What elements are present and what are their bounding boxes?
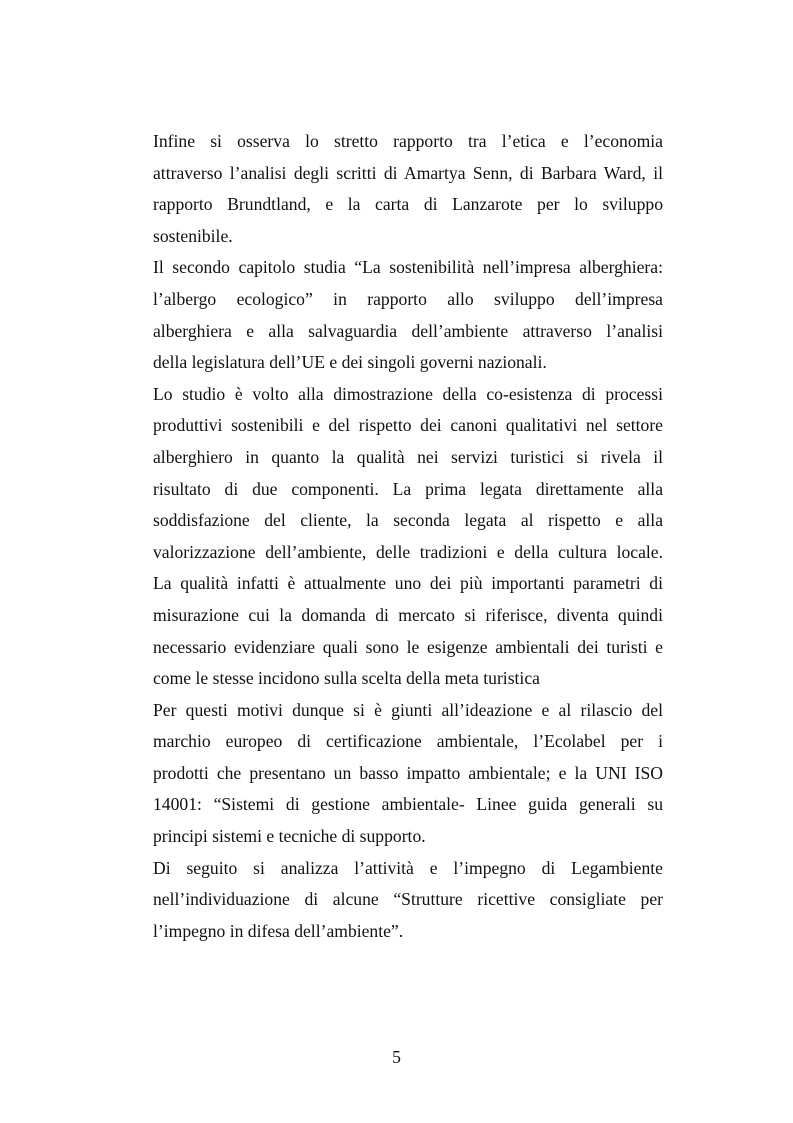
text-line: alberghiero in quanto la qualità nei servizi turistici si rivela il xyxy=(153,446,663,467)
text-line: principi sistemi e tecniche di supporto. xyxy=(153,826,426,847)
text-line: Di seguito si analizza l’attività e l’impegno di Legambiente xyxy=(153,857,663,878)
text-line: 14001: “Sistemi di gestione ambientale- Linee guida generali su xyxy=(153,794,663,815)
text-line: soddisfazione del cliente, la seconda legata al rispetto e alla xyxy=(153,510,663,531)
text-line: produttivi sostenibili e del rispetto dei canoni qualitativi nel settore xyxy=(153,415,663,436)
text-line: risultato di due componenti. La prima legata direttamente alla xyxy=(153,478,663,499)
text-line: valorizzazione dell’ambiente, delle tradizioni e della cultura locale. xyxy=(153,541,663,562)
text-line: nell’individuazione di alcune “Strutture ricettive consigliate per xyxy=(153,889,663,910)
text-line: La qualità infatti è attualmente uno dei più importanti parametri di xyxy=(153,573,663,594)
paragraph-5 xyxy=(153,695,663,853)
text-line: alberghiera e alla salvaguardia dell’ambiente attraverso l’analisi xyxy=(153,320,663,341)
page-number: 5 xyxy=(392,1047,401,1067)
paragraph-4 xyxy=(153,568,663,694)
text-line: come le stesse incidono sulla scelta della meta turistica xyxy=(153,668,540,689)
text-line: Infine si osserva lo stretto rapporto tra l’etica e l’economia xyxy=(153,131,663,151)
document-body xyxy=(153,126,663,947)
text-line: l’albergo ecologico” in rapporto allo sviluppo dell’impresa xyxy=(153,288,663,309)
text-line: Il secondo capitolo studia “La sostenibilità nell’impresa alberghiera: xyxy=(153,257,663,278)
text-line: marchio europeo di certificazione ambientale, l’Ecolabel per i xyxy=(153,731,663,752)
text-line: sostenibile. xyxy=(153,225,233,246)
text-line: prodotti che presentano un basso impatto ambientale; e la UNI ISO xyxy=(153,762,663,783)
text-line: necessario evidenziare quali sono le esigenze ambientali dei turisti e xyxy=(153,636,663,657)
text-line: Per questi motivi dunque si è giunti all’ideazione e al rilascio del xyxy=(153,699,663,720)
text-line: rapporto Brundtland, e la carta di Lanzarote per lo sviluppo xyxy=(153,194,663,215)
paragraph-3 xyxy=(153,379,663,569)
paragraph-6 xyxy=(153,853,663,948)
paragraph-1 xyxy=(153,126,663,252)
text-line: l’impegno in difesa dell’ambiente”. xyxy=(153,920,404,941)
paragraph-2 xyxy=(153,252,663,378)
text-line: attraverso l’analisi degli scritti di Amartya Senn, di Barbara Ward, il xyxy=(153,162,663,183)
text-line: misurazione cui la domanda di mercato si riferisce, diventa quindi xyxy=(153,604,663,625)
text-line: Lo studio è volto alla dimostrazione della co-esistenza di processi xyxy=(153,383,663,404)
text-line: della legislatura dell’UE e dei singoli governi nazionali. xyxy=(153,352,547,373)
